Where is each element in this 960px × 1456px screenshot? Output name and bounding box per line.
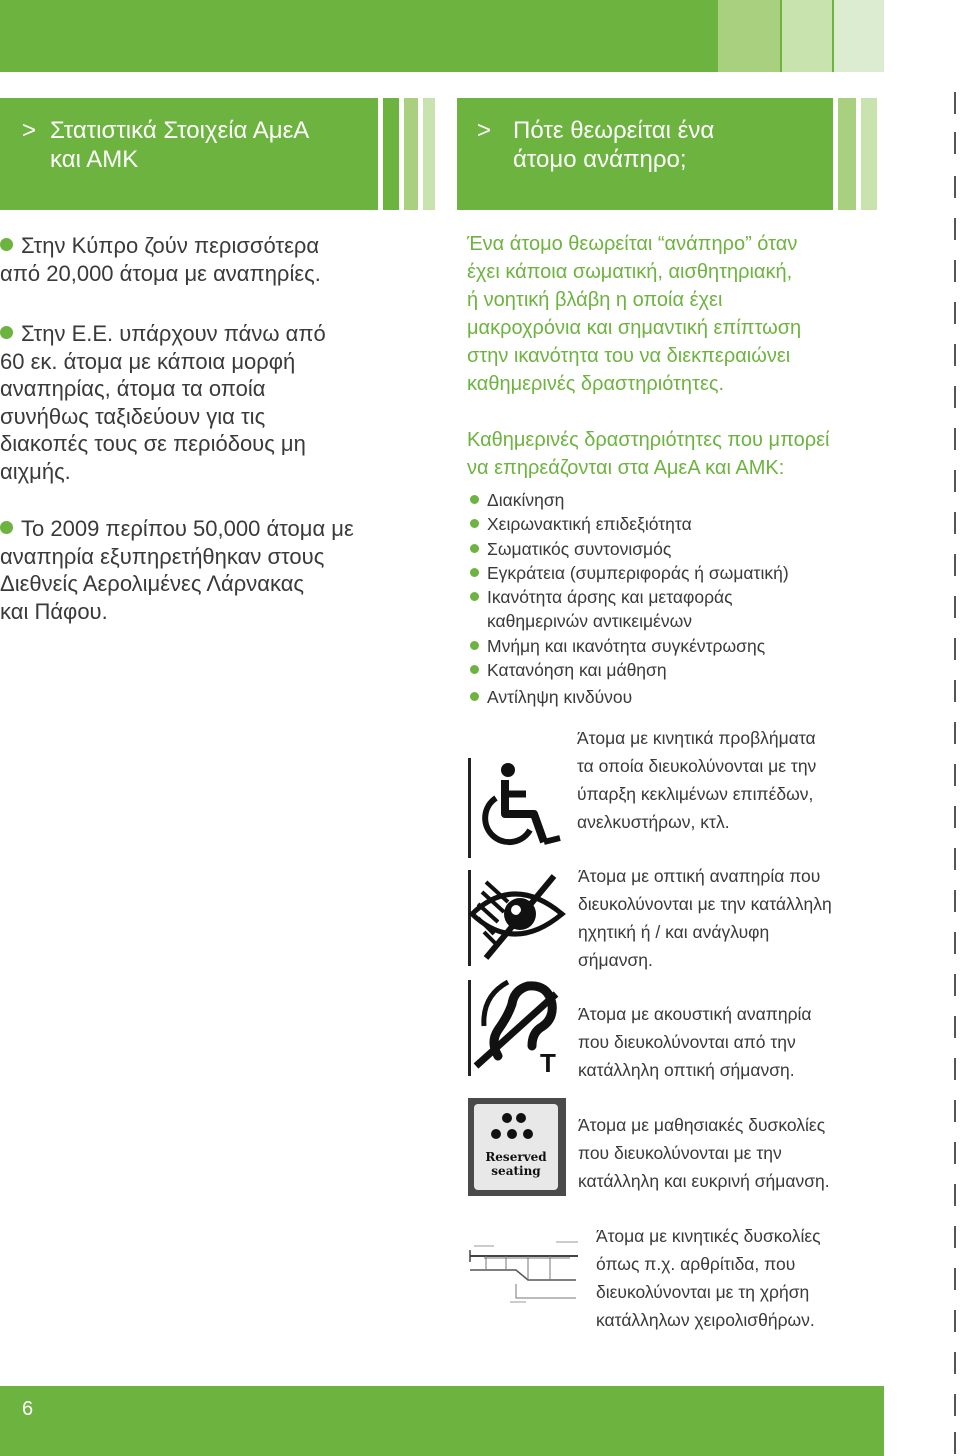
activity-label: Διακίνηση xyxy=(487,490,565,510)
edge-tick xyxy=(954,1142,956,1164)
edge-tick xyxy=(954,638,956,660)
mobility-difficulties-caption xyxy=(596,1222,821,1334)
activity-label: Μνήμη και ικανότητα συγκέντρωσης xyxy=(487,636,766,656)
visual-impairment-eye-icon xyxy=(468,862,568,972)
top-stripe-pale xyxy=(782,0,832,72)
caption-line: Άτομα με ακουστική αναπηρία xyxy=(578,1004,812,1024)
footer-band xyxy=(0,1386,884,1456)
edge-tick xyxy=(954,92,956,114)
learning-difficulties-caption xyxy=(578,1111,830,1195)
edge-tick xyxy=(954,344,956,366)
activity-label: Χειρωνακτική επιδεξιότητα xyxy=(487,514,692,534)
edge-tick xyxy=(954,1016,956,1038)
left-section-header xyxy=(0,98,378,210)
statistic-line: αιχμής. xyxy=(0,458,71,484)
edge-tick xyxy=(954,512,956,534)
definition-line: στην ικανότητα του να διεκπεραιώνει xyxy=(467,345,791,367)
edge-tick xyxy=(954,554,956,576)
statistic-line: Το 2009 περίπου 50,000 άτομα με xyxy=(21,516,354,541)
edge-tick xyxy=(954,1058,956,1080)
edge-tick xyxy=(954,386,956,408)
statistic-line: 60 εκ. άτομα με κάποια μορφή xyxy=(0,348,296,374)
caption-line: Άτομα με κινητικά προβλήματα xyxy=(577,728,816,748)
caption-line: Άτομα με κινητικές δυσκολίες xyxy=(596,1226,821,1246)
right-header-title-line: Πότε θεωρείται ένα xyxy=(513,117,715,144)
statistic-line: αναπηρία εξυπηρετήθηκαν στους xyxy=(0,543,325,569)
bullet-dot-icon xyxy=(470,592,479,601)
definition-line: καθημερινές δραστηριότητες. xyxy=(467,373,725,395)
bullet-dot-icon xyxy=(470,692,479,701)
list-item-continuation xyxy=(470,611,692,632)
edge-tick xyxy=(954,974,956,996)
statistic-line: αναπηρίας, άτομα τα οποία xyxy=(0,376,266,401)
activities-heading-line: Καθημερινές δραστηριότητες που μπορεί xyxy=(467,429,830,451)
caption-line: ύπαρξη κεκλιμένων επιπέδων, xyxy=(577,784,814,804)
caption-line: Άτομα με μαθησιακές δυσκολίες xyxy=(578,1115,826,1135)
bullet-dot-icon xyxy=(470,665,479,674)
edge-tick xyxy=(954,1394,956,1416)
list-item xyxy=(470,687,632,708)
definition-line: Ένα άτομο θεωρείται “ανάπηρο” όταν xyxy=(467,233,798,255)
edge-tick xyxy=(954,1226,956,1248)
sign-text-line: seating xyxy=(491,1164,541,1178)
right-section-header xyxy=(457,98,833,210)
caption-line: ηχητική ή / και ανάγλυφη xyxy=(578,922,770,942)
activity-label: καθημερινών αντικειμένων xyxy=(487,611,693,631)
edge-tick xyxy=(954,302,956,324)
bullet-dot-icon xyxy=(470,641,479,650)
caption-line: κατάλληλη οπτική σήμανση. xyxy=(578,1060,795,1080)
page-number: 6 xyxy=(22,1398,34,1420)
list-item xyxy=(470,636,765,657)
top-stripe-lighter xyxy=(834,0,884,72)
right-header-title-line: άτομο ανάπηρο; xyxy=(513,146,687,173)
list-item xyxy=(470,539,671,560)
edge-tick xyxy=(954,932,956,954)
edge-tick xyxy=(954,1268,956,1290)
caption-line: που διευκολύνονται με την xyxy=(578,1143,782,1163)
bullet-dot-icon xyxy=(0,521,13,534)
edge-tick xyxy=(954,764,956,786)
definition-paragraph xyxy=(467,230,801,398)
right-header-stripe xyxy=(838,98,856,210)
left-header-title-line: Στατιστικά Στοιχεία ΑμεΑ xyxy=(50,117,310,144)
list-item xyxy=(470,587,733,608)
edge-tick xyxy=(954,722,956,744)
header-arrow-icon: > xyxy=(477,117,492,144)
statistic-item xyxy=(0,515,354,625)
caption-line: διευκολύνονται με την κατάλληλη xyxy=(578,894,832,914)
statistic-line: από 20,000 άτομα με αναπηρίες. xyxy=(0,260,321,286)
left-header-stripe xyxy=(404,98,418,210)
caption-line: διευκολύνονται με τη χρήση xyxy=(596,1282,810,1302)
caption-line: κατάλληλη και ευκρινή σήμανση. xyxy=(578,1171,830,1191)
sign-text-line: Reserved xyxy=(485,1150,547,1164)
left-header-stripe xyxy=(423,98,435,210)
telecoil-label: T xyxy=(540,1048,556,1078)
caption-line: Άτομα με οπτική αναπηρία που xyxy=(578,866,821,886)
left-header-title-line: και ΑΜΚ xyxy=(50,146,139,173)
statistic-line: Στην Κύπρο ζούν περισσότερα xyxy=(21,233,320,258)
statistic-line: συνήθως ταξιδεύουν για τις xyxy=(0,403,266,429)
edge-tick xyxy=(954,470,956,492)
bullet-dot-icon xyxy=(0,238,13,251)
statistic-line: διακοπές τους σε περιόδους μη xyxy=(0,431,306,456)
edge-tick xyxy=(954,1184,956,1206)
top-stripe-light xyxy=(718,0,780,72)
bullet-dot-icon xyxy=(0,326,13,339)
edge-tick xyxy=(954,428,956,450)
activity-label: Σωματικός συντονισμός xyxy=(487,539,672,559)
edge-tick xyxy=(954,1310,956,1332)
list-item xyxy=(470,490,564,511)
edge-tick xyxy=(954,1352,956,1374)
hearing-impairment-caption xyxy=(578,1000,812,1084)
edge-tick xyxy=(954,890,956,912)
right-header-stripe xyxy=(861,98,877,210)
bullet-dot-icon xyxy=(470,568,479,577)
statistic-line: Στην Ε.Ε. υπάρχουν πάνω από xyxy=(21,321,326,346)
activity-label: Εγκράτεια (συμπεριφοράς ή σωματική) xyxy=(487,563,789,583)
statistic-item xyxy=(0,232,321,287)
edge-tick xyxy=(954,176,956,198)
edge-tick xyxy=(954,596,956,618)
bullet-dot-icon xyxy=(470,495,479,504)
statistic-item xyxy=(0,320,326,485)
activities-heading-line: να επηρεάζονται στα ΑμεΑ και ΑΜΚ: xyxy=(467,457,785,479)
list-item xyxy=(470,563,789,584)
caption-line: κατάλληλων χειρολισθήρων. xyxy=(596,1310,815,1330)
statistic-line: και Πάφου. xyxy=(0,598,108,624)
edge-tick xyxy=(954,218,956,240)
edge-tick xyxy=(954,260,956,282)
edge-tick xyxy=(954,1432,956,1454)
wheelchair-icon xyxy=(468,758,568,858)
bullet-dot-icon xyxy=(470,544,479,553)
braille-dots-row xyxy=(488,1126,536,1144)
caption-line: σήμανση. xyxy=(578,950,653,970)
bullet-dot-icon xyxy=(470,519,479,528)
caption-line: που διευκολύνονται από την xyxy=(578,1032,796,1052)
edge-tick xyxy=(954,806,956,828)
edge-tick xyxy=(954,848,956,870)
activity-label: Αντίληψη κινδύνου xyxy=(487,687,633,707)
hearing-loop-icon xyxy=(468,976,568,1078)
statistic-line: Διεθνείς Αερολιμένες Λάρνακας xyxy=(0,571,305,596)
activity-label: Ικανότητα άρσης και μεταφοράς xyxy=(487,587,733,607)
caption-line: τα οποία διευκολύνονται με την xyxy=(577,756,817,776)
caption-line: όπως π.χ. αρθρίτιδα, που xyxy=(596,1254,796,1274)
edge-tick xyxy=(954,680,956,702)
list-item xyxy=(470,660,667,681)
handrail-diagram-icon xyxy=(466,1226,584,1310)
wheelchair-caption xyxy=(577,724,816,836)
sign-plate xyxy=(474,1104,558,1190)
definition-line: ή νοητική βλάβη η οποία έχει xyxy=(467,289,723,311)
activity-label: Κατανόηση και μάθηση xyxy=(487,660,667,680)
header-arrow-icon: > xyxy=(22,117,37,144)
left-header-stripe xyxy=(383,98,399,210)
edge-tick xyxy=(954,1100,956,1122)
list-item xyxy=(470,514,692,535)
caption-line: ανελκυστήρων, κτλ. xyxy=(577,812,730,832)
reserved-seating-sign-icon xyxy=(468,1098,566,1196)
visual-impairment-caption xyxy=(578,862,832,974)
definition-line: μακροχρόνια και σημαντική επίπτωση xyxy=(467,317,802,339)
definition-line: έχει κάποια σωματική, αισθητηριακή, xyxy=(467,261,793,283)
activities-heading xyxy=(467,426,829,482)
edge-tick xyxy=(954,132,956,154)
